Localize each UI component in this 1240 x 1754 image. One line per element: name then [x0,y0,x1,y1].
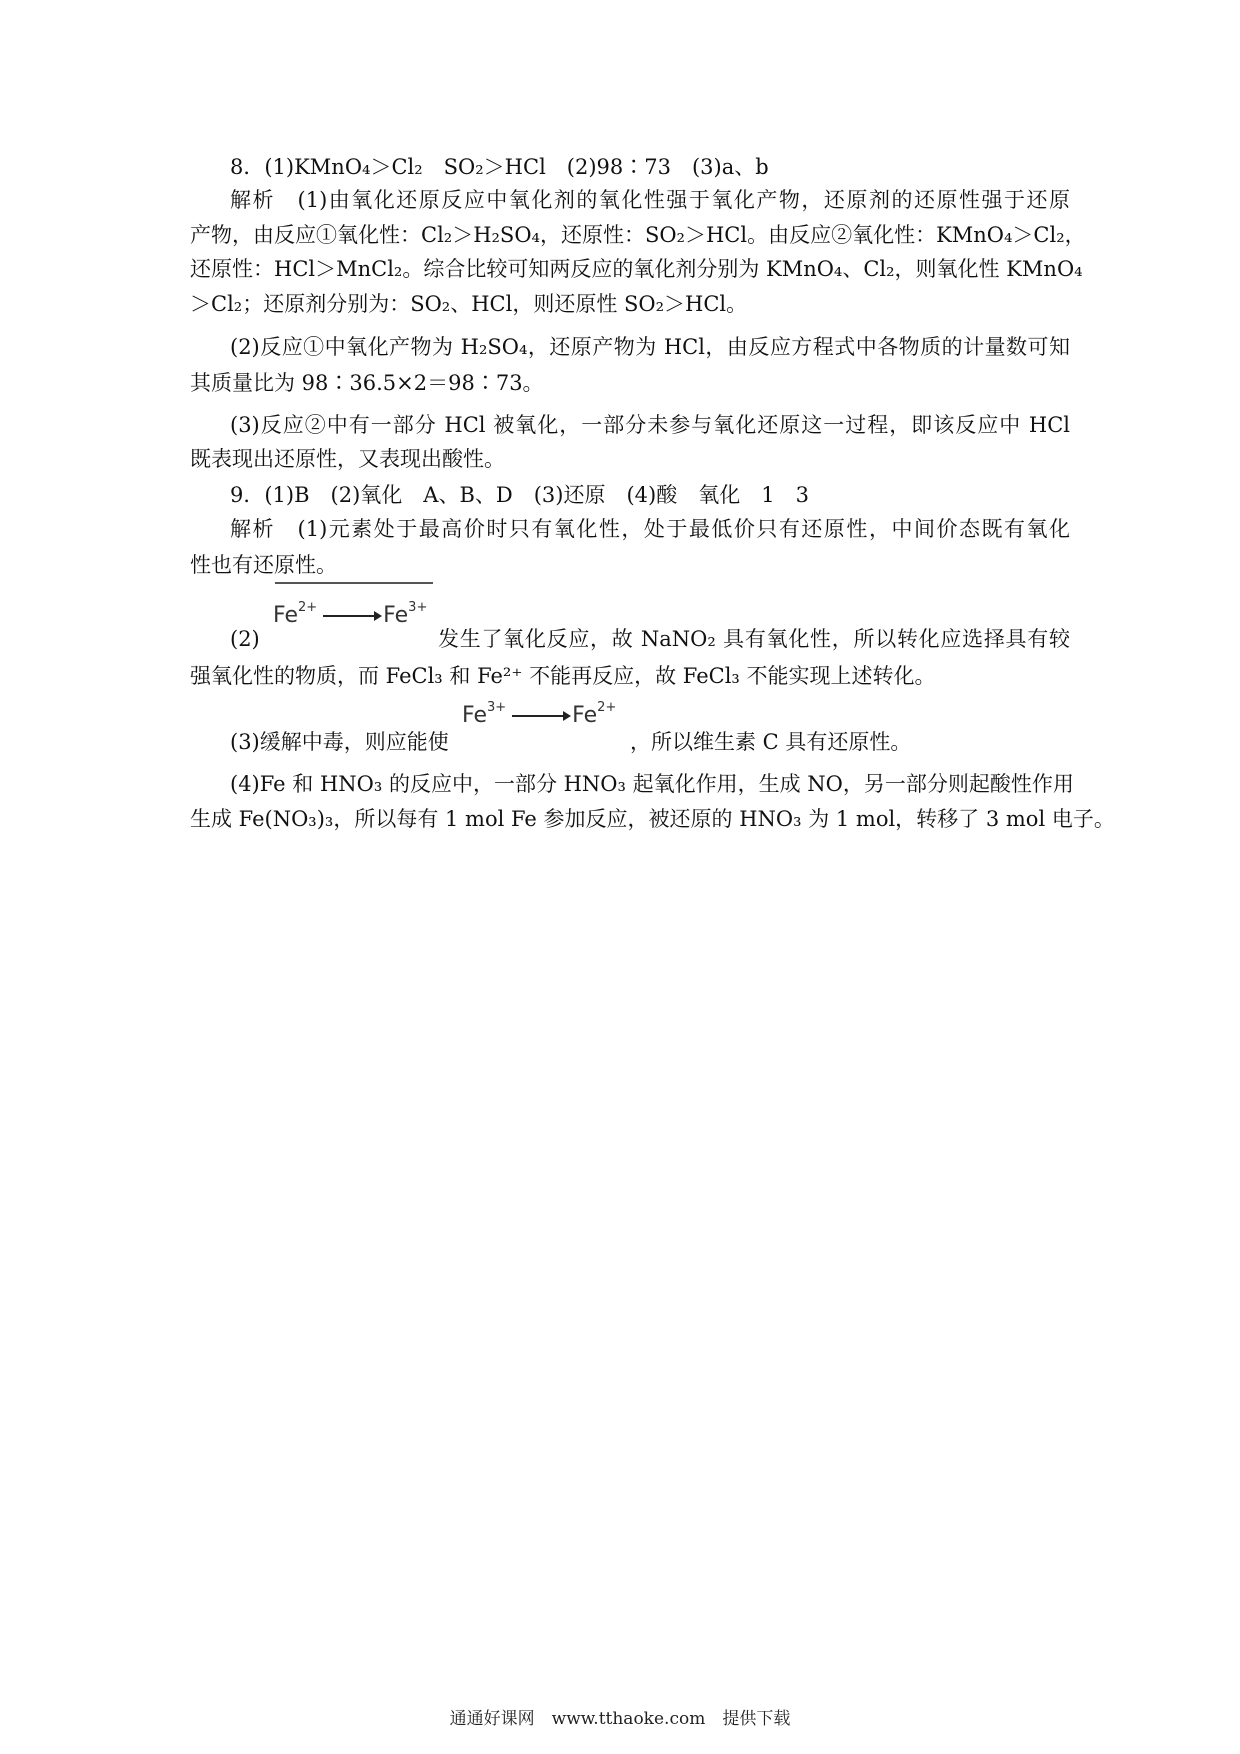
formula-to-ion: $Fe^{2+}$ [572,700,617,728]
scan-artifact [275,582,433,584]
q9-analysis-line-1: 解析 (1)元素处于最高价时只有氧化性，处于最低价只有还原性，中间价态既有氧化 [230,517,1070,541]
q9-part3-rest: ，所以维生素 C 具有还原性。 [630,730,912,754]
footer-source: 通通好课网 www.tthaoke.com 提供下载 [449,1709,791,1729]
formula-to-ion: $Fe^{3+}$ [383,600,428,628]
formula-fe2-to-fe3 [273,600,428,643]
q8-analysis-line-1: 解析 (1)由氧化还原反应中氧化剂的氧化性强于氧化产物，还原剂的还原性强于还原 [230,188,1070,212]
formula-fe3-to-fe2 [462,700,617,743]
q9-part2-line2: 强氧化性的物质，而 FeCl₃ 和 Fe²⁺ 不能再反应，故 FeCl₃ 不能实现上述转化。 [190,664,936,688]
q8-analysis-line-4: ＞Cl₂；还原剂分别为：SO₂、HCl，则还原性 SO₂＞HCl。 [190,292,748,316]
q9-analysis-line-2: 性也有还原性。 [190,553,337,577]
reaction-arrow-icon [323,615,379,617]
formula-from-ion: $Fe^{3+}$ [462,700,507,728]
q8-analysis-line-2: 产物，由反应①氧化性：Cl₂＞H₂SO₄，还原性：SO₂＞HCl。由反应②氧化性：KMnO₄＞Cl₂， [190,223,1086,247]
q8-analysis-line-3: 还原性：HCl＞MnCl₂。综合比较可知两反应的氧化剂分别为 KMnO₄、Cl₂，则氧化性 KMnO₄ [190,257,1083,281]
q9-part4-line2: 生成 Fe(NO₃)₃，所以每有 1 mol Fe 参加反应，被还原的 HNO₃ 为 1 mol，转移了 3 mol 电子。 [190,807,1115,831]
q8-analysis-line-8: 既表现出还原性，又表现出酸性。 [190,447,505,471]
q9-part3-prefix: (3)缓解中毒，则应能使 [230,730,449,754]
q9-part2-rest: 发生了氧化反应，故 NaNO₂ 具有氧化性，所以转化应选择具有较 [438,627,1070,651]
q8-analysis-line-5: (2)反应①中氧化产物为 H₂SO₄，还原产物为 HCl，由反应方程式中各物质的计量数可知 [230,335,1070,359]
reaction-arrow-icon [512,715,568,717]
q8-analysis-line-6: 其质量比为 98∶36.5×2＝98∶73。 [190,371,544,395]
q8-answer: 8．(1)KMnO₄＞Cl₂ SO₂＞HCl (2)98∶73 (3)a、b [230,155,769,179]
q9-part2-prefix: (2) [230,627,260,651]
formula-from-ion: $Fe^{2+}$ [273,600,318,628]
q9-part4-line1: (4)Fe 和 HNO₃ 的反应中，一部分 HNO₃ 起氧化作用，生成 NO，另一部分则起酸性作用 [230,772,1074,796]
q8-analysis-line-7: (3)反应②中有一部分 HCl 被氧化，一部分未参与氧化还原这一过程，即该反应中 HCl [230,413,1070,437]
q9-answer: 9．(1)B (2)氧化 A、B、D (3)还原 (4)酸 氧化 1 3 [230,483,809,507]
